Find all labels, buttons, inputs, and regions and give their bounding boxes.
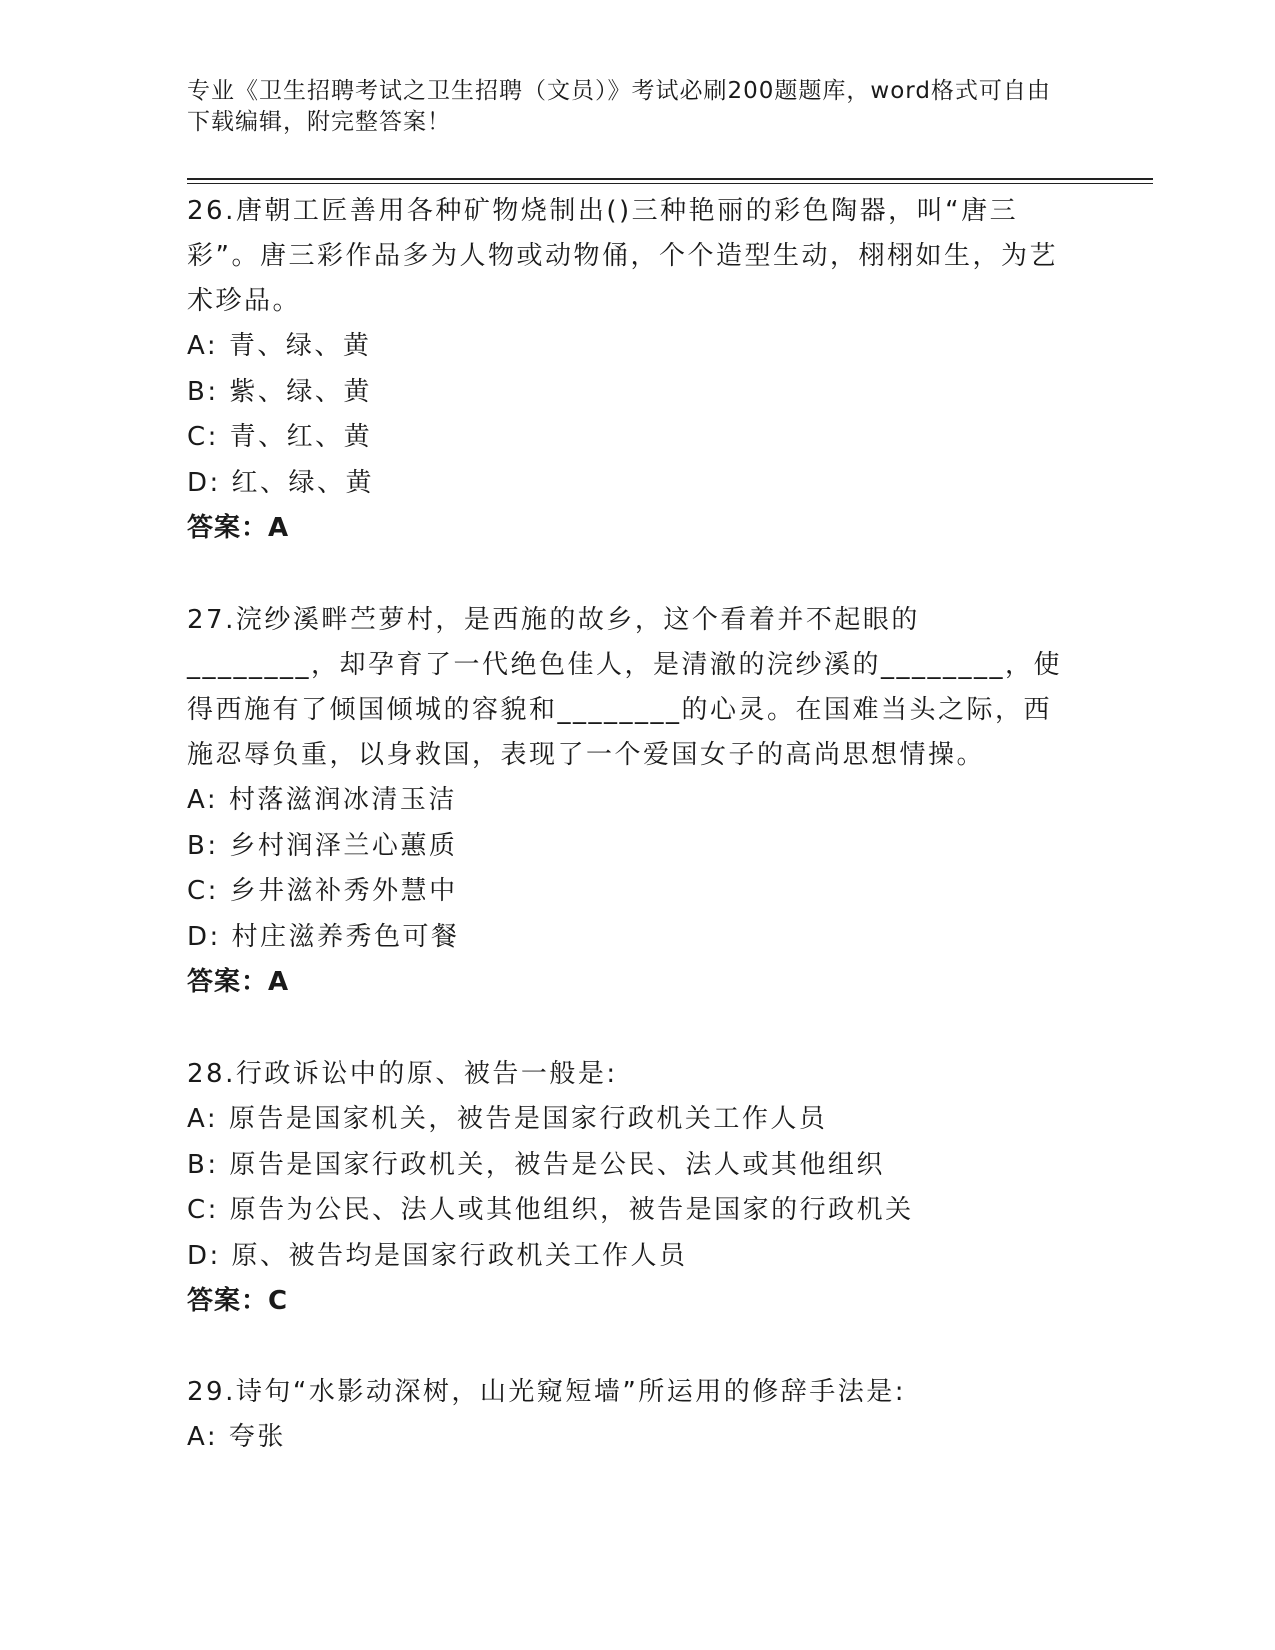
option-c: C: 青、红、黄 xyxy=(187,422,373,452)
header-divider-thin xyxy=(187,183,1153,184)
option-d: D: 红、绿、黄 xyxy=(187,467,375,498)
question-29 xyxy=(187,1370,1067,1461)
option-d: D: 村庄滋养秀色可餐 xyxy=(187,921,460,952)
option-d: D: 原、被告均是国家行政机关工作人员 xyxy=(187,1240,688,1271)
option-b: B: 紫、绿、黄 xyxy=(187,376,372,407)
option-c: C: 原告为公民、法人或其他组织，被告是国家的行政机关 xyxy=(187,1195,914,1225)
question-28 xyxy=(187,1052,1067,1324)
option-c: C: 乡井滋补秀外慧中 xyxy=(187,876,458,906)
option-b: B: 乡村润泽兰心蕙质 xyxy=(187,830,458,861)
question-stem: 28.行政诉讼中的原、被告一般是: xyxy=(187,1059,618,1089)
answer: 答案：C xyxy=(187,1286,289,1316)
answer: 答案：A xyxy=(187,967,290,997)
document-header: 专业《卫生招聘考试之卫生招聘（文员）》考试必刷200题题库，word格式可自由下载编辑，附完整答案！ xyxy=(187,78,1051,135)
question-26 xyxy=(187,189,1067,551)
question-27 xyxy=(187,598,1067,1005)
question-stem: 27.浣纱溪畔苎萝村，是西施的故乡，这个看着并不起眼的________，却孕育了一代绝色佳人，是清澈的浣纱溪的________，使得西施有了倾国倾城的容貌和________的心灵。在国难当头之际，西施忍辱负重，以身救国，表现了一个爱国女子的高尚思想情操。 xyxy=(187,605,1063,770)
question-stem: 26.唐朝工匠善用各种矿物烧制出()三种艳丽的彩色陶器，叫“唐三彩”。唐三彩作品多为人物或动物俑，个个造型生动，栩栩如生，为艺术珍品。 xyxy=(187,196,1058,316)
option-a: A: 村落滋润冰清玉洁 xyxy=(187,785,457,815)
option-a: A: 原告是国家机关，被告是国家行政机关工作人员 xyxy=(187,1104,828,1134)
answer: 答案：A xyxy=(187,513,290,543)
header-divider-thick xyxy=(187,178,1153,180)
option-b: B: 原告是国家行政机关，被告是公民、法人或其他组织 xyxy=(187,1149,885,1180)
option-a: A: 青、绿、黄 xyxy=(187,331,372,361)
question-stem: 29.诗句“水影动深树，山光窥短墙”所运用的修辞手法是: xyxy=(187,1377,907,1407)
option-a: A: 夸张 xyxy=(187,1422,286,1452)
